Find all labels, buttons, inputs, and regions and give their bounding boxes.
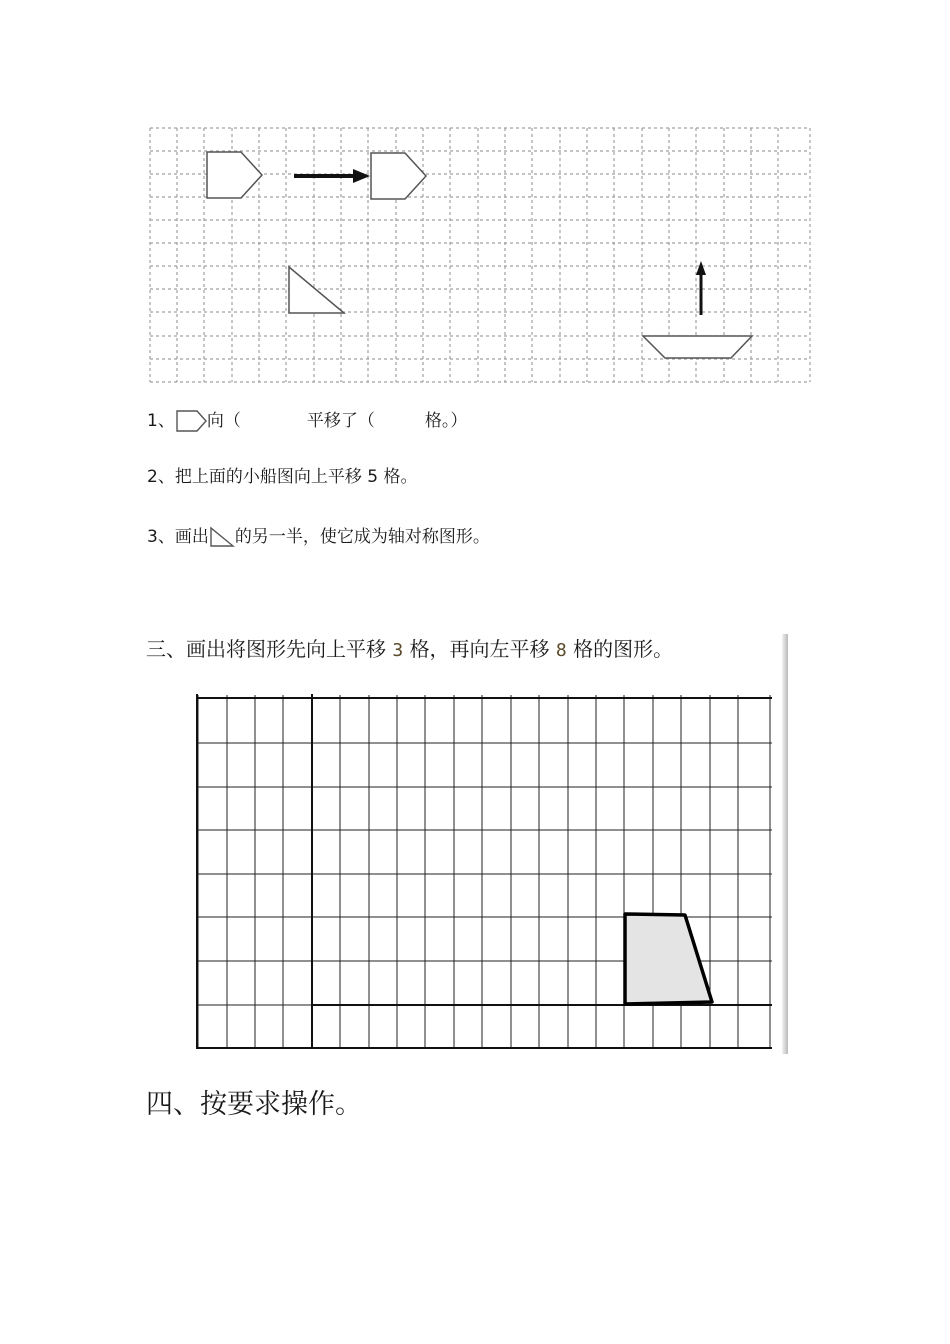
section-4-title: 四、按要求操作。 [146, 1089, 362, 1120]
trapezoid-shape-icon [625, 914, 712, 1004]
section-3-text-3: 格的图形。 [573, 637, 674, 661]
question-3-text: 的另一半，使它成为轴对称图形。 [234, 527, 490, 547]
section-3-text-2: 格，再向左平移 [409, 637, 550, 661]
section-3-text-1: 三、画出将图形先向上平移 [146, 637, 386, 661]
question-1-direction: 向（ [206, 411, 241, 431]
question-3-number: 3、 [147, 527, 175, 547]
question-1-shift: 平移了（ [306, 411, 375, 431]
question-1-number: 1、 [147, 411, 175, 431]
section-3-left-count: 8 [555, 640, 567, 661]
question-2-text: 2、把上面的小船图向上平移 5 格。 [147, 467, 418, 487]
question-3-draw: 画出 [174, 527, 209, 547]
section-3-up-count: 3 [392, 640, 404, 661]
question-1-unit: 格。） [424, 411, 468, 431]
